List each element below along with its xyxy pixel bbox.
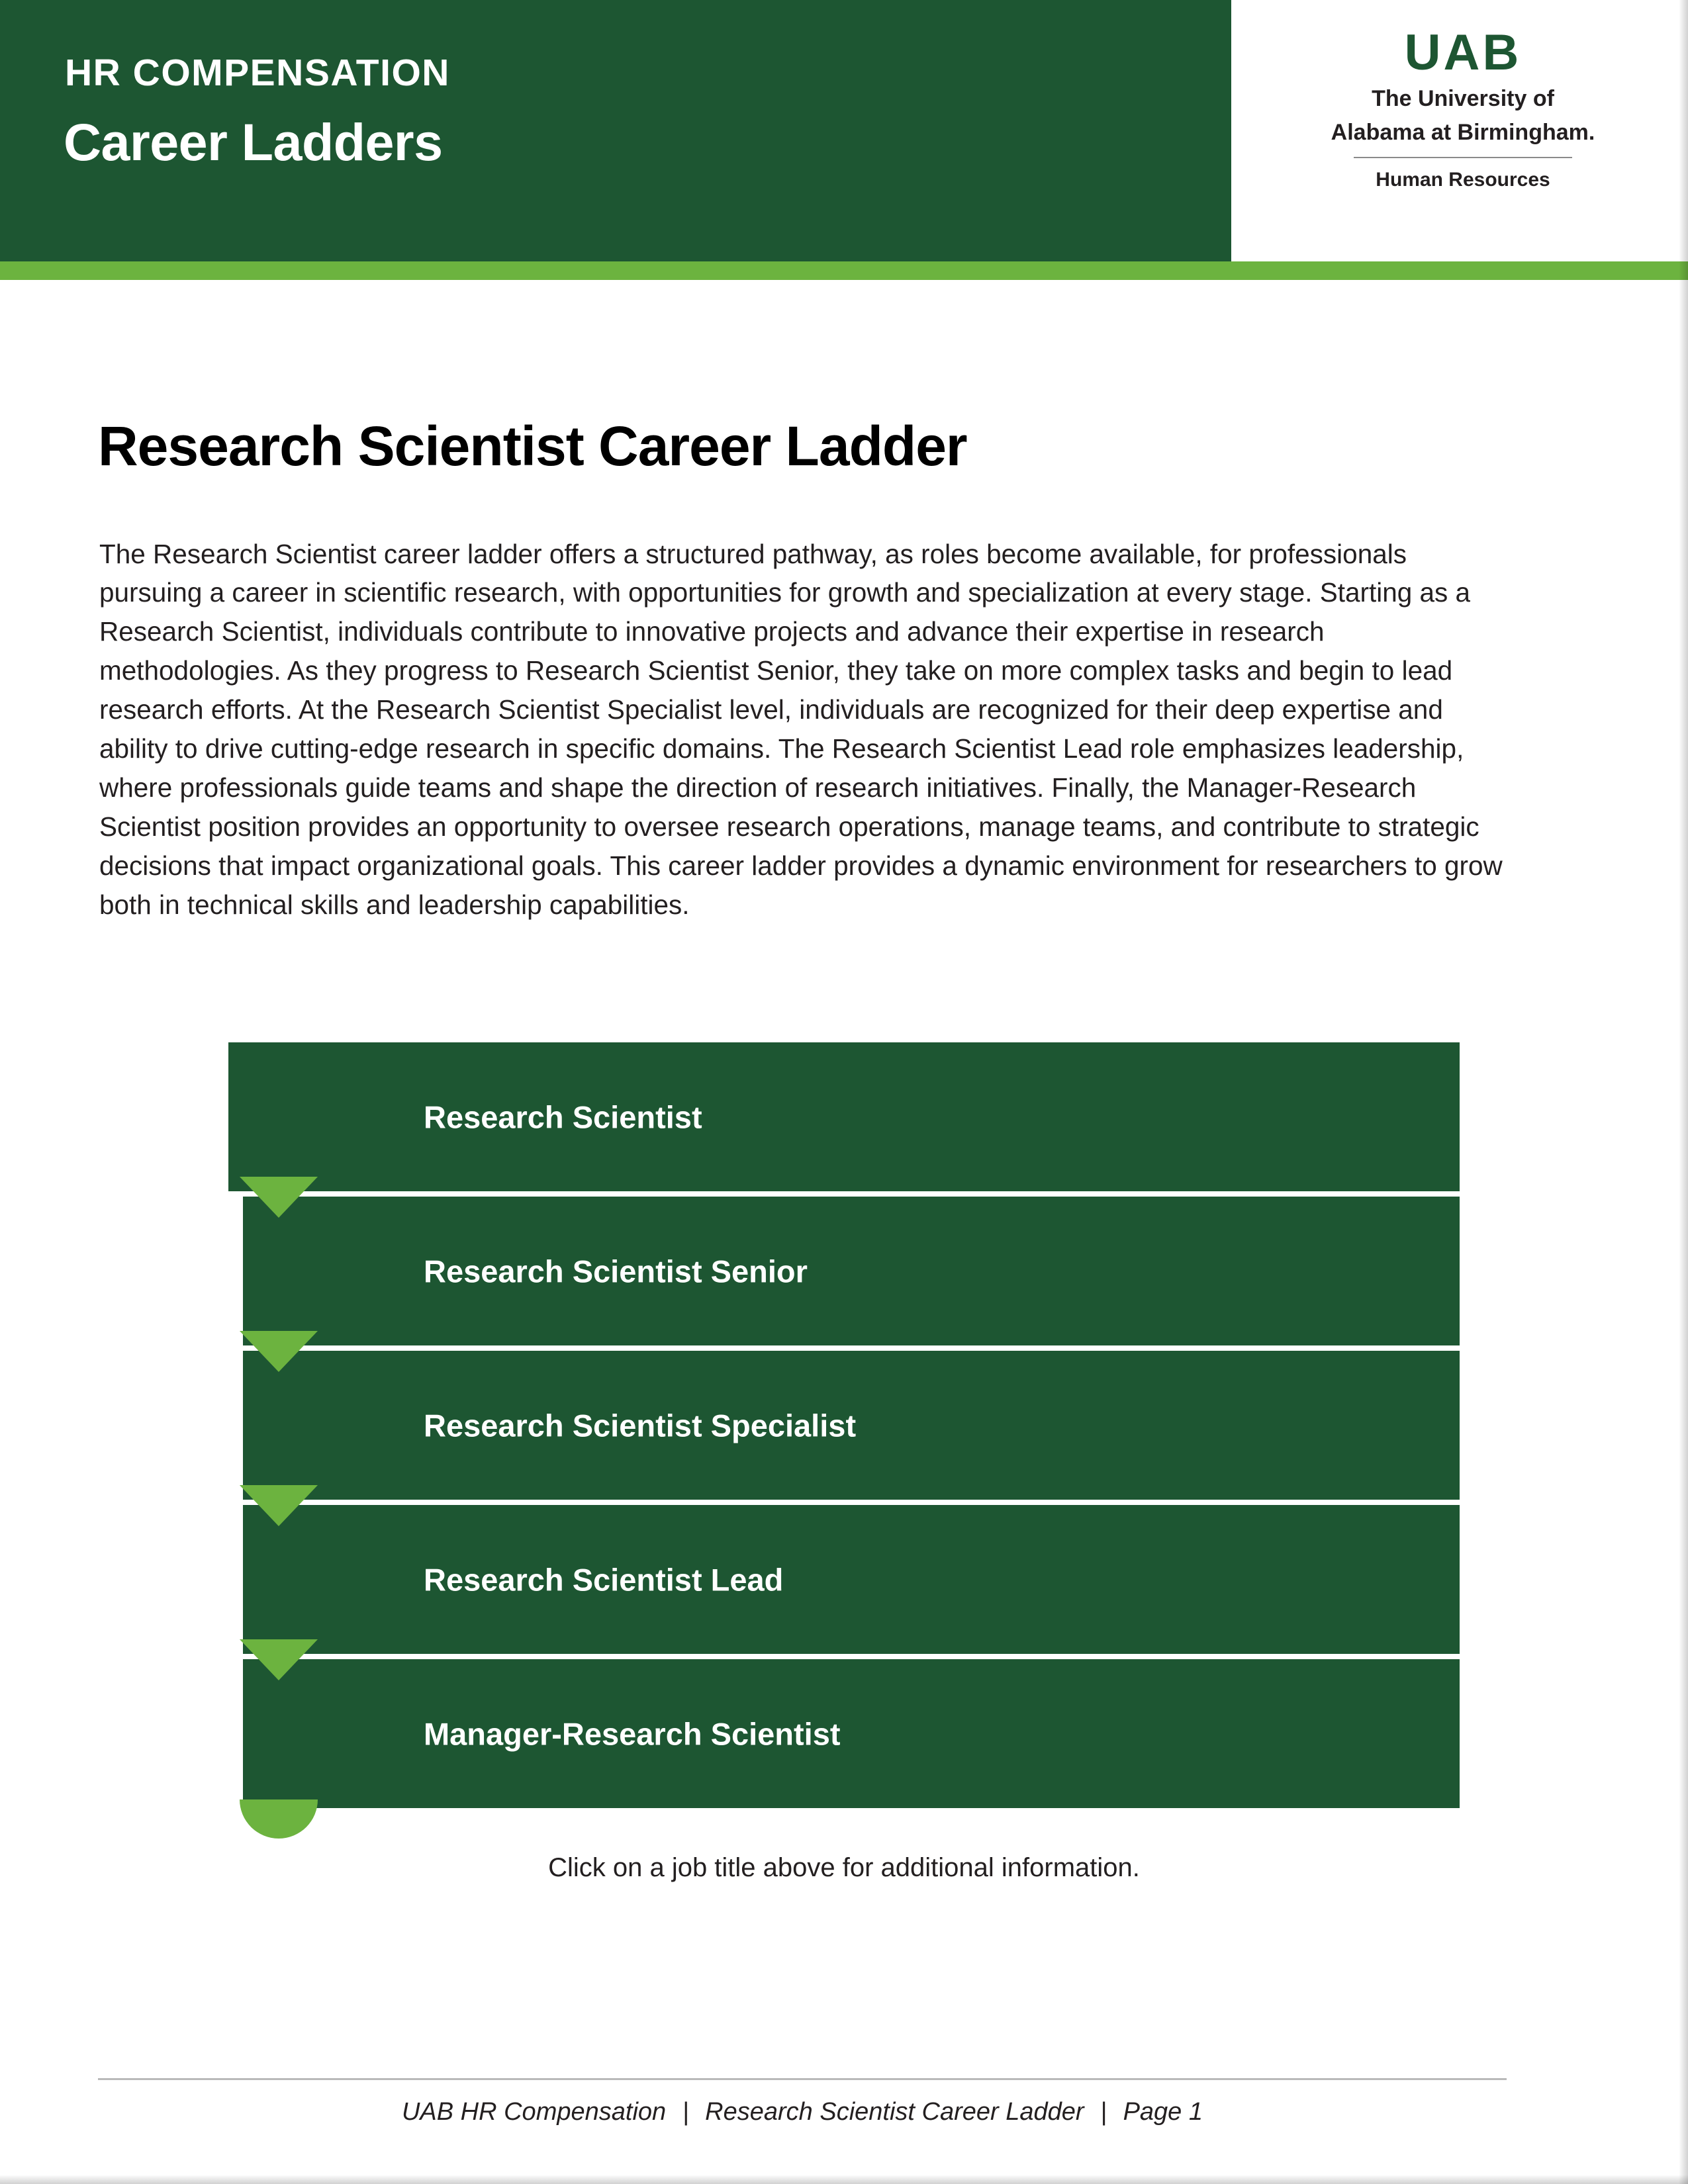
ladder-channel	[228, 1659, 243, 1808]
ladder-channel	[228, 1351, 243, 1500]
uab-logo	[1294, 24, 1632, 191]
ladder-step-research-scientist-lead[interactable]	[228, 1505, 1460, 1654]
chevron-down-icon	[240, 1639, 318, 1680]
uab-wordmark: UAB	[1404, 24, 1522, 81]
chevron-down-icon	[240, 1331, 318, 1372]
accent-bar	[0, 261, 1688, 280]
ladder-step-label: Research Scientist Senior	[424, 1253, 808, 1289]
ladder-step-research-scientist-senior[interactable]	[228, 1197, 1460, 1345]
ladder-step-manager-research-scientist[interactable]	[228, 1659, 1460, 1808]
header-title: Career Ladders	[64, 113, 443, 171]
uab-unit-label: Human Resources	[1376, 168, 1550, 191]
ladder-step-research-scientist-specialist[interactable]	[228, 1351, 1460, 1500]
ladder-instruction: Click on a job title above for additional information.	[548, 1853, 1140, 1882]
footer-separator-2: |	[1100, 2098, 1107, 2126]
ladder-end-cap-icon	[240, 1799, 318, 1839]
page-edge-shadow-bottom	[0, 2175, 1688, 2184]
footer-middle: Research Scientist Career Ladder	[705, 2098, 1084, 2126]
header-eyebrow: HR COMPENSATION	[65, 52, 450, 94]
page-footer	[98, 2098, 1507, 2126]
ladder-step-label: Research Scientist Lead	[424, 1562, 784, 1597]
page-edge-shadow-right	[1679, 0, 1688, 2184]
ladder-channel	[228, 1197, 243, 1345]
footer-left: UAB HR Compensation	[401, 2098, 667, 2126]
intro-paragraph: The Research Scientist career ladder offers a structured pathway, as roles become available, for professionals pursuing a career in scientific research, with opportunities for growth and specialization at every stage. Starting as a Research Scientist, individuals contribute to innovative projects and advance their expertise in research methodologies. As they progress to Research Scientist Senior, they take on more complex tasks and begin to lead research efforts. At the Research Scientist Specialist level, individuals are recognized for their deep expertise and ability to drive cutting-edge research in specific domains. The Research Scientist Lead role emphasizes leadership, where professionals guide teams and shape the direction of research initiatives. Finally, the Manager-Research Scientist position provides an opportunity to oversee research operations, manage teams, and contribute to strategic decisions that impact organizational goals. This career ladder provides a dynamic environment for researchers to grow both in technical skills and leadership capabilities.	[99, 538, 1503, 920]
footer-divider	[98, 2078, 1507, 2080]
ladder-step-research-scientist[interactable]	[228, 1042, 1460, 1191]
page-header	[0, 0, 1688, 261]
uab-name-line-1: The University of	[1372, 86, 1554, 111]
chevron-down-icon	[240, 1177, 318, 1218]
ladder-step-label: Manager-Research Scientist	[424, 1716, 841, 1751]
page-title: Research Scientist Career Ladder	[98, 415, 967, 478]
ladder-step-label: Research Scientist	[424, 1099, 702, 1134]
logo-divider	[1354, 157, 1572, 158]
footer-page-number: Page 1	[1123, 2098, 1203, 2126]
ladder-channel	[228, 1505, 243, 1654]
ladder-step-label: Research Scientist Specialist	[424, 1408, 857, 1443]
footer-separator-1: |	[682, 2098, 689, 2126]
uab-name-line-2: Alabama at Birmingham.	[1331, 120, 1595, 146]
chevron-down-icon	[240, 1485, 318, 1526]
career-ladder	[228, 1042, 1460, 1808]
